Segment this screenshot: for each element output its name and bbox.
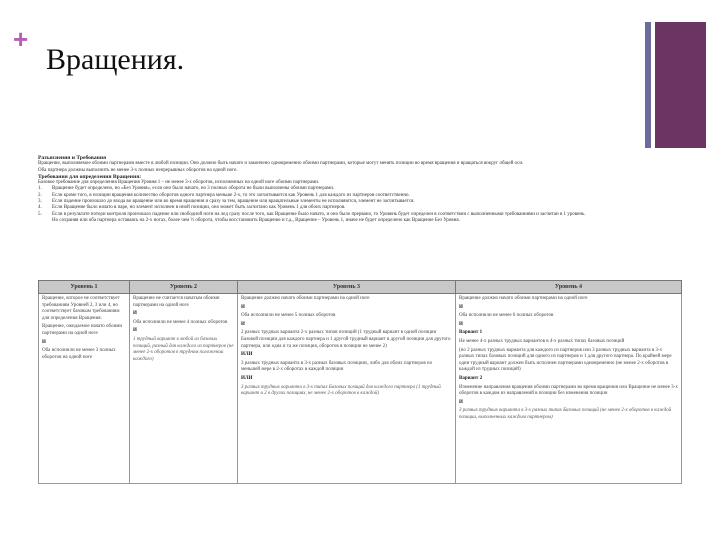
- cell-and: И: [42, 339, 46, 345]
- cell-text: Оба исполнили не менее 3 полных оборотов на одной ноге: [42, 348, 116, 360]
- list-number: 2.: [38, 192, 42, 198]
- cell-or: ИЛИ: [241, 352, 253, 358]
- cell-text: Оба исполнили не менее 4 полных оборотов: [133, 319, 228, 325]
- slide-title: Вращения.: [46, 43, 185, 76]
- cell-text: Оба исполнили не менее 6 полных оборотов: [459, 313, 554, 319]
- variant-label: Вариант 1: [459, 330, 483, 336]
- cell-text: 3 разных трудных варианта в 3-х типах Базовых позиций для каждого партнера (1 трудный вариант и 2 в других позициях, не менее 2-х оборотов в каждой): [241, 384, 441, 397]
- cell-and: И: [459, 304, 463, 310]
- list-number: 4.: [38, 205, 42, 211]
- cell-text: Вращение не считается начатым обоими партнерами на одной ноге: [133, 296, 220, 308]
- list-number: 1.: [38, 186, 42, 192]
- cell-text: Не менее 4-х разных трудных вариантов в 4-х разных типах базовых позиций: [459, 338, 625, 344]
- accent-bar-thick: [655, 22, 706, 148]
- levels-table: [38, 280, 682, 484]
- list-text: Если Вращение было начато в паре, но элемент исполнен в иной позиции, оно может быть засчитано как Уровень 1 для обоих партнеров.: [52, 205, 346, 211]
- header-level-3: Уровень 3: [238, 281, 456, 294]
- paragraph: Оба партнера должны выполнить не менее 3-х полных непрерывных оборотов на одной ноге.: [38, 167, 238, 173]
- cell-text: 2 разных трудных варианта 2-х разных типов позиций (1 трудный вариант в одной позиции Базовой позиции для каждого партнера и 1 другой трудный вариант в другой позиции для другого партнера, или одна и та же позиция, оборотов в позиции не менее 2): [241, 330, 451, 349]
- heading-clarifications: Разъяснения и Требования: [38, 155, 107, 161]
- cell-text: (по 2 разных трудных варианта для каждого из партнеров или 3 разных трудных варианта в 3-х разных типах базовых позиций для одного из партнеров и 1 для другого партнера. По крайней мере один трудный вариант должен быть исполнен партнерами одновременно (не менее 2-х оборотов в каждой из трудных позиций): [459, 347, 672, 373]
- cell-and: И: [459, 321, 463, 327]
- cell-text: Вращение должно начато обоими партнерами на одной ноге: [459, 296, 588, 301]
- header-level-1: Уровень 1: [39, 281, 130, 294]
- cell-and: И: [133, 328, 137, 334]
- variant-label: Вариант 2: [459, 375, 483, 381]
- cell-text: Оба исполнили не менее 5 полных оборотов: [241, 313, 336, 319]
- header-level-2: Уровень 2: [130, 281, 238, 294]
- cell-level-2: [130, 294, 238, 484]
- cell-text: Вращение должно начато обоими партнерами на одной ноге: [241, 296, 370, 301]
- header-level-4: Уровень 4: [456, 281, 682, 294]
- table-header-row: [39, 281, 682, 294]
- cell-text: Изменение направления вращения обоими партнерами во время вращения или Вращение не менее 3-х оборотов в каждом из направлений в позиции без изменения позиции: [459, 384, 678, 397]
- paragraph: Но сохраняя или оба партнера оставаясь на 2-х ногах, более чем ½ оборота, чтобы восстановить Вращение и т.д., Вращение – Уровень 1, иначе не будет определено как Вращение Без Уровня.: [52, 217, 460, 223]
- spin-requirements-document: [38, 155, 682, 485]
- cell-text: Вращение, ожидаемое начато обоими партнерами на одной ноге: [42, 324, 123, 336]
- heading-requirements: Требования для определения Вращения:: [38, 173, 142, 180]
- cell-text: 3 разных трудных варианта в 3-х разных базовых позициях, либо для обоих партнеров по меньшей мере в 2-х оборотах в каждой позиции: [241, 360, 433, 373]
- table-row: [39, 294, 682, 484]
- list-text: Если в результате потери контроля произошло падение или свободной ноги на лед сразу после того, как Вращение было начато, и оно было прервано, то Уровень будет определен в соответствии с выполненными требованиями и засчитан в 1 уровень.: [52, 211, 586, 217]
- cell-text: 1 трудный вариант в любой из базовых позиций, разный для каждого из партнеров (не менее 2-х оборотов в трудном положении каждого): [133, 336, 234, 362]
- paragraph: Базовое требование для определения Вращения Уровня 1 – не менее 3-х оборотов, исполненных на одной ноге обоими партнерами.: [38, 180, 320, 186]
- list-text: Если падение произошло до входа во вращение или во время вращения и сразу за тем, вращение или вращательные элементы не исполняются, элемент не засчитывается.: [52, 199, 415, 205]
- cell-and: И: [241, 304, 245, 310]
- list-text: Если кроме того, в позиции вращения количество оборотов одного партнера меньше 2-х, то это засчитывается как Уровень 1 для каждого из партнеров соответственно.: [52, 192, 410, 198]
- paragraph: Вращение, выполняемое обоими партнерами вместе в любой позиции. Оно должно быть начато и закончено одновременно обоими партнерами, которые могут менять позиции во время вращения и вращаться вокруг общей оси.: [38, 161, 524, 167]
- cell-text: 3 разных трудных варианта в 3-х разных типах Базовых позиций (не менее 2-х оборотов в каждой позиции, выполненных каждым партнером): [459, 408, 672, 420]
- cell-level-3: [238, 294, 456, 484]
- cell-or: ИЛИ: [241, 375, 253, 381]
- accent-bar-thin: [645, 22, 651, 148]
- cell-level-1: [39, 294, 130, 484]
- cell-and: И: [133, 311, 137, 317]
- cell-text: Вращение, которое не соответствует требованиям Уровней 2, 3 или 4, но соответствует базовым требованиям для определения Вращения.: [42, 296, 120, 321]
- list-text: Вращение будет определено, но «Без Уровня», если оно было начато, но 3 полных оборота не были выполнены обоими партнерами.: [52, 186, 335, 192]
- cell-level-4: [456, 294, 682, 484]
- cell-and: И: [241, 321, 245, 327]
- list-number: 5.: [38, 211, 42, 217]
- plus-decoration: +: [13, 24, 29, 54]
- cell-and: И: [459, 399, 463, 405]
- list-number: 3.: [38, 199, 42, 205]
